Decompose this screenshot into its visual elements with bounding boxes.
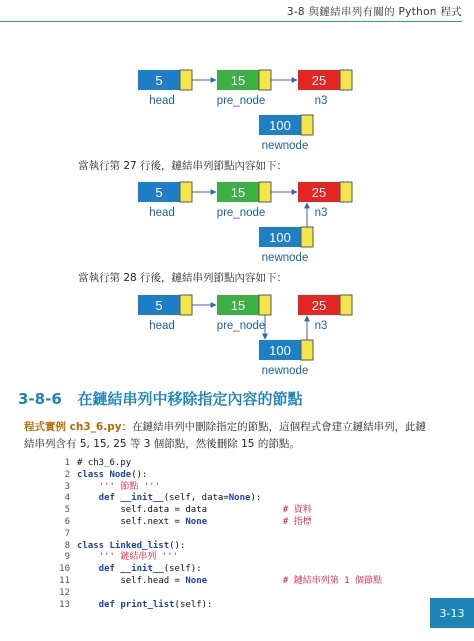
node-pre-label: pre_node [216, 320, 266, 332]
code-listing [56, 458, 474, 613]
code-token: Linked_list [109, 540, 170, 551]
code-line [56, 576, 474, 588]
code-token: (self, data= [163, 493, 229, 504]
node-head-value: 5 [155, 73, 163, 88]
node-pre [217, 182, 271, 219]
node-n3-value: 25 [311, 73, 327, 88]
code-token: (): [169, 540, 186, 551]
node-newnode-value: 100 [269, 343, 291, 358]
node-newnode [259, 227, 313, 264]
code-token: def [77, 599, 121, 610]
node-pre-label: pre_node [216, 207, 266, 219]
line-number: 1 [64, 458, 70, 468]
line-number: 3 [64, 481, 70, 492]
code-line [56, 458, 474, 470]
node-pre [217, 295, 271, 332]
node-newnode-value: 100 [269, 118, 291, 133]
node-n3-pointer-box [340, 182, 352, 202]
code-line [56, 541, 474, 553]
code-token: ''' 鏈結串列 ''' [77, 552, 179, 563]
node-head-label: head [149, 95, 175, 107]
node-head-value: 5 [155, 298, 163, 313]
example-line2: 結串列含有 5, 15, 25 等 3 個節點，然後刪除 15 的節點。 [24, 438, 300, 450]
page-number-tab [430, 598, 474, 628]
node-newnode-label: newnode [261, 252, 309, 264]
node-head-value: 5 [155, 185, 163, 200]
code-line [56, 470, 474, 482]
node-head-pointer-box [180, 182, 192, 202]
node-pre-pointer-box [259, 295, 271, 315]
node-head-pointer-box [180, 295, 192, 315]
code-token: None [185, 575, 208, 586]
node-pre-label: pre_node [216, 95, 266, 107]
node-newnode-pointer-box [301, 227, 313, 247]
code-token: class [77, 540, 110, 551]
page-header [0, 0, 474, 22]
node-newnode-pointer-box [301, 340, 313, 360]
code-line [56, 529, 474, 541]
code-token: self.head = [77, 575, 186, 586]
node-n3-label: n3 [314, 95, 328, 107]
node-n3 [298, 182, 352, 219]
line-number: 8 [64, 540, 70, 551]
node-n3-label: n3 [314, 320, 328, 332]
node-newnode [259, 340, 313, 377]
example-label: 程式實例 ch3_6.py [24, 421, 122, 433]
node-head [138, 70, 192, 107]
node-head-label: head [149, 320, 175, 332]
code-token: (): [131, 469, 148, 480]
example-line1: ：在鏈結串列中刪除指定的節點，這個程式會建立鏈結串列，此鏈 [121, 421, 427, 433]
node-n3-value: 25 [311, 185, 327, 200]
node-pre [217, 70, 271, 107]
node-n3-pointer-box [340, 295, 352, 315]
line-number: 12 [59, 587, 70, 598]
line-number: 9 [64, 552, 70, 563]
code-token: def [77, 493, 121, 504]
code-token: class [77, 469, 110, 480]
node-newnode-pointer-box [301, 115, 313, 135]
code-line [56, 517, 474, 529]
line-number: 4 [64, 493, 70, 504]
node-n3 [298, 70, 352, 107]
code-token: # 鏈結串列第 1 個節點 [207, 575, 383, 586]
code-token: # ch3_6.py [77, 458, 132, 468]
code-line [56, 600, 474, 612]
code-token: self.data = data [77, 505, 208, 516]
header-rule [0, 21, 462, 22]
code-line [56, 505, 474, 517]
code-token: # 資料 [207, 505, 312, 516]
line-number: 5 [64, 505, 70, 516]
code-token: __init__ [120, 493, 164, 504]
code-token: Node [109, 469, 132, 480]
line-number: 2 [64, 469, 70, 480]
code-token: None [228, 493, 251, 504]
code-token: def [77, 564, 121, 575]
node-n3 [298, 295, 352, 332]
node-head-pointer-box [180, 70, 192, 90]
code-token: ''' 節點 ''' [77, 481, 161, 492]
linked-list-diagram-3 [0, 285, 474, 380]
node-newnode-label: newnode [261, 365, 309, 377]
node-pre-value: 15 [230, 298, 246, 313]
line-number: 10 [59, 564, 70, 575]
node-pre-value: 15 [230, 73, 246, 88]
code-token: # 指標 [207, 516, 312, 527]
caption-after-line-28: 當執行第 28 行後，鏈結串列節點內容如下： [78, 272, 288, 284]
section-title: 在鏈結串列中移除指定內容的節點 [77, 390, 303, 408]
node-head [138, 295, 192, 332]
linked-list-diagram-1 [0, 60, 474, 155]
caption-after-line-27: 當執行第 27 行後，鏈結串列節點內容如下： [78, 160, 288, 172]
section-heading [18, 388, 302, 409]
line-number: 6 [64, 516, 70, 527]
code-token: self.next = [77, 516, 186, 527]
example-intro-line-1 [24, 419, 464, 434]
node-pre-pointer-box [259, 70, 271, 90]
linked-list-diagram-2 [0, 172, 474, 267]
node-pre-pointer-box [259, 182, 271, 202]
header-title: 3-8 與鏈結串列有關的 Python 程式 [286, 6, 462, 18]
code-token: (self): [163, 564, 202, 575]
code-token: print_list [120, 599, 175, 610]
code-line [56, 564, 474, 576]
node-newnode [259, 115, 313, 152]
page-number: 3-13 [439, 606, 465, 620]
line-number: 7 [64, 528, 70, 539]
node-newnode-label: newnode [261, 140, 309, 152]
code-token: (self): [174, 599, 213, 610]
code-line [56, 552, 474, 564]
line-number: 13 [59, 599, 70, 610]
section-number: 3-8-6 [18, 390, 62, 408]
node-n3-pointer-box [340, 70, 352, 90]
node-pre-value: 15 [230, 185, 246, 200]
code-line [56, 588, 474, 600]
code-line [56, 482, 474, 494]
node-n3-label: n3 [314, 207, 328, 219]
node-n3-value: 25 [311, 298, 327, 313]
code-token: ): [250, 493, 262, 504]
node-newnode-value: 100 [269, 230, 291, 245]
node-head [138, 182, 192, 219]
line-number: 11 [59, 575, 70, 586]
code-token: None [185, 516, 208, 527]
code-line [56, 493, 474, 505]
code-token: __init__ [120, 564, 164, 575]
node-head-label: head [149, 207, 175, 219]
